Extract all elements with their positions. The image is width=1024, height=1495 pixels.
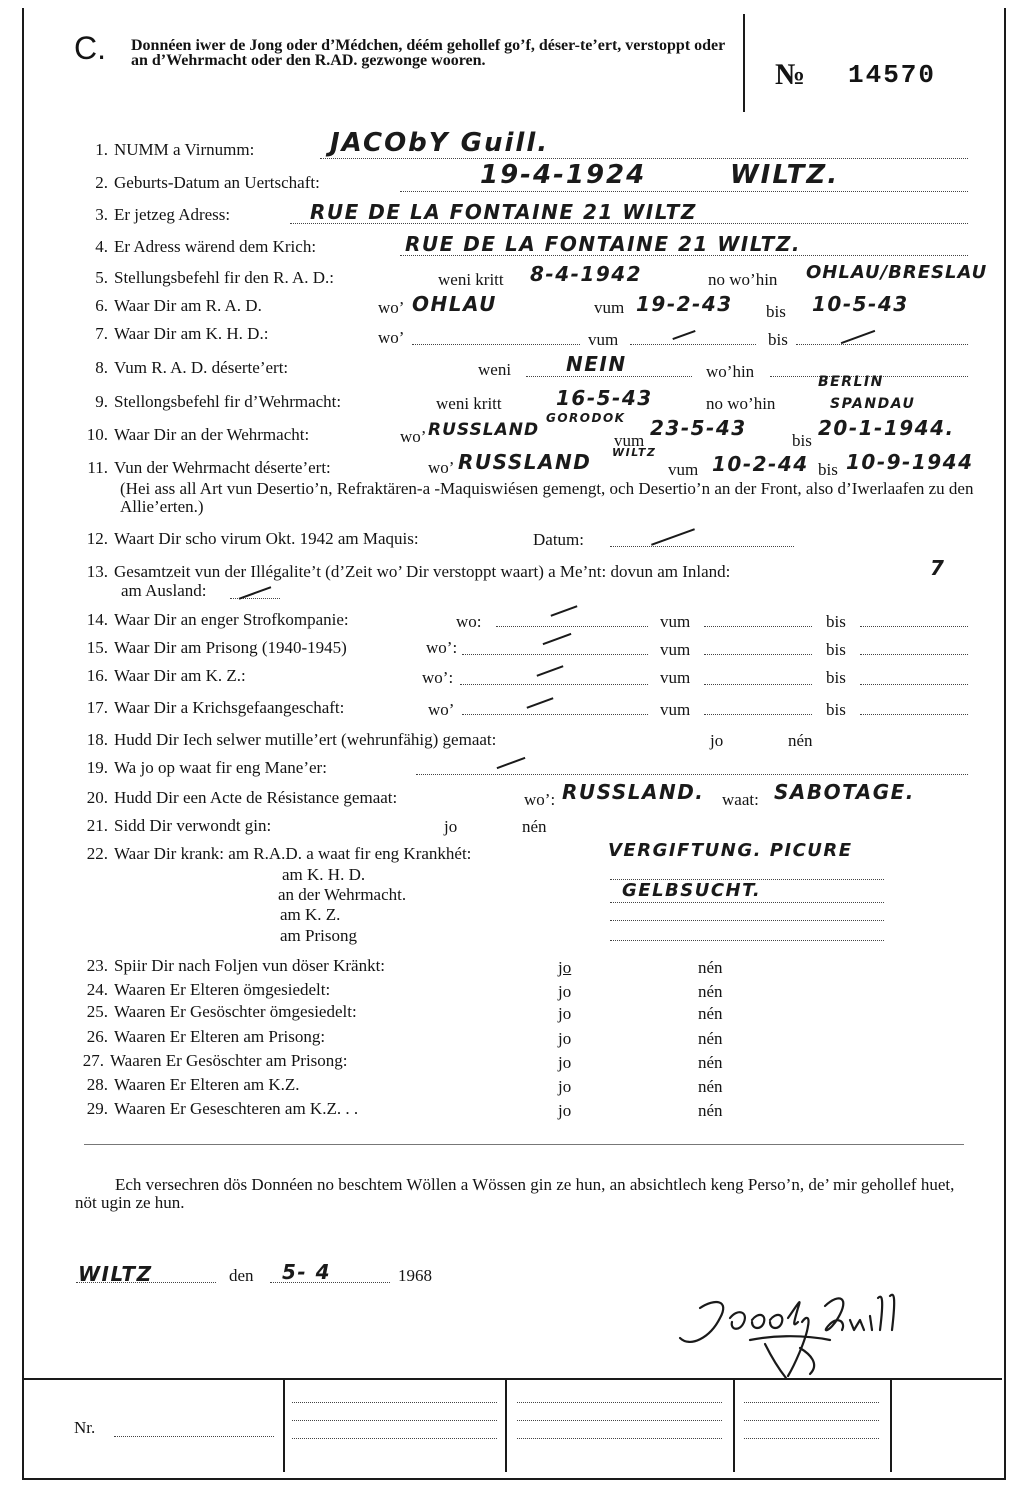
- q10-vum: vum: [614, 431, 645, 450]
- q7-bis: bis: [768, 330, 788, 349]
- question-20: 20. Hudd Dir een Acte de Résistance gemaat:: [86, 788, 398, 807]
- question-12: 12. Waart Dir scho virum Okt. 1942 am Maquis:: [86, 529, 419, 548]
- answer-inland-months: 7: [930, 556, 946, 580]
- q17-bis: bis: [826, 700, 846, 719]
- q8-wohin: wo’hin: [706, 362, 755, 381]
- q28-jo: jo: [558, 1077, 572, 1096]
- q17-wo: wo’: [428, 700, 455, 719]
- question-25: 25. Waaren Er Gesöschter ömgesiedelt:: [86, 1002, 357, 1021]
- answer-illness-wehrmacht: GELBSUCHT.: [622, 880, 762, 901]
- q20-waat: waat:: [722, 790, 759, 809]
- q29-jo: jo: [558, 1101, 572, 1120]
- question-18: 18. Hudd Dir Iech selwer mutille’ert (wehrunfähig) gemaat:: [86, 730, 497, 749]
- q6-wo: wo’: [378, 298, 405, 317]
- answer-birth-date: 19-4-1924: [480, 160, 647, 190]
- q14-vum: vum: [660, 612, 691, 631]
- answer-wehrmacht-subplace: GORODOK: [546, 411, 626, 425]
- q9-weni-kritt: weni kritt: [436, 394, 502, 413]
- q25-jo: jo: [558, 1004, 572, 1023]
- nr-label: Nr.: [74, 1418, 96, 1437]
- q20-wo: wo’:: [524, 790, 556, 809]
- q22-khd: am K. H. D.: [282, 865, 366, 884]
- question-8: 8. Vum R. A. D. déserte’ert:: [95, 358, 289, 377]
- q22-prisong: am Prisong: [280, 926, 357, 945]
- q23-jo: jo: [558, 958, 572, 977]
- q21-nen: nén: [522, 817, 547, 836]
- answer-rad-desertion: NEIN: [566, 352, 627, 376]
- question-10: 10. Waar Dir an der Wehrmacht:: [86, 425, 310, 444]
- answer-resistance-where: RUSSLAND.: [562, 780, 705, 804]
- q14-wo: wo:: [456, 612, 482, 631]
- q16-wo: wo’:: [422, 668, 454, 687]
- q28-nen: nén: [698, 1077, 723, 1096]
- form-title: Donnéen iwer de Jong oder d’Médchen, déém gehollef go’f, déser-te’ert, verstoppt oder an d’Wehrmacht oder den R.AD. gezwonge wooren.: [131, 37, 725, 69]
- q11-note: (Hei ass all Art vun Desertio’n, Refraktären-a -Maquiswiésen gemengt, och Desertio’n an der Front, also d’Iwerlaafen zu den Allie’erten.): [120, 479, 974, 516]
- q5-no-wohin: no wo’hin: [708, 270, 778, 289]
- q22-kz: am K. Z.: [280, 905, 341, 924]
- registry-table: [22, 1378, 1002, 1472]
- answer-wehrmacht-order-place-2: SPANDAU: [830, 396, 916, 412]
- question-28: 28. Waaren Er Elteren am K.Z.: [86, 1075, 300, 1094]
- section-letter: C.: [74, 30, 106, 66]
- question-6: 6. Waar Dir am R. A. D.: [95, 296, 262, 315]
- q7-vum: vum: [588, 330, 619, 349]
- answer-desertion-from: 10-2-44: [712, 452, 809, 476]
- question-5: 5. Stellungsbefehl fir den R. A. D.:: [95, 268, 335, 287]
- q14-bis: bis: [826, 612, 846, 631]
- question-7: 7. Waar Dir am K. H. D.:: [95, 324, 269, 343]
- answer-rad-order-place: OHLAU/BRESLAU: [806, 262, 988, 283]
- question-23: 23. Spiir Dir nach Foljen vun döser Kränkt:: [86, 956, 386, 975]
- question-14: 14. Waar Dir an enger Strofkompanie:: [86, 610, 349, 629]
- q11-bis: bis: [818, 460, 838, 479]
- answer-birth-place: WILTZ.: [730, 160, 840, 190]
- q11-wo: wo’: [428, 458, 455, 477]
- footer-date: 5- 4: [282, 1260, 332, 1284]
- q24-nen: nén: [698, 982, 723, 1001]
- question-3: 3. Er jetzeg Adress:: [95, 205, 231, 224]
- q18-jo: jo: [710, 731, 724, 750]
- answer-wehrmacht-order-date: 16-5-43: [556, 386, 653, 410]
- q12-datum: Datum:: [533, 530, 584, 549]
- question-2: 2. Geburts-Datum an Uertschaft:: [95, 173, 320, 192]
- q17-vum: vum: [660, 700, 691, 719]
- question-22: 22. Waar Dir krank: am R.A.D. a waat fir eng Krankhét:: [86, 844, 472, 863]
- answer-desertion-subplace: WILTZ: [612, 446, 657, 459]
- q15-bis: bis: [826, 640, 846, 659]
- number-label: №: [775, 58, 806, 91]
- q7-wo: wo’: [378, 328, 405, 347]
- q27-nen: nén: [698, 1053, 723, 1072]
- q26-nen: nén: [698, 1029, 723, 1048]
- answer-war-address: RUE DE LA FONTAINE 21 WILTZ.: [405, 232, 801, 256]
- answer-wehrmacht-from: 23-5-43: [650, 416, 747, 440]
- q13-ausland: am Ausland:: [121, 581, 207, 600]
- footer-place: WILTZ: [78, 1262, 153, 1286]
- question-29: 29. Waaren Er Geseschteren am K.Z. . .: [86, 1099, 359, 1118]
- q15-wo: wo’:: [426, 638, 458, 657]
- q21-jo: jo: [444, 817, 458, 836]
- question-11: 11. Vun der Wehrmacht déserte’ert:: [87, 458, 331, 477]
- q11-vum: vum: [668, 460, 699, 479]
- q9-no-wohin: no wo’hin: [706, 394, 776, 413]
- q25-nen: nén: [698, 1004, 723, 1023]
- question-17: 17. Waar Dir a Krichsgefaangeschaft:: [86, 698, 345, 717]
- separator-rule: [84, 1144, 964, 1145]
- q24-jo: jo: [558, 982, 572, 1001]
- question-9: 9. Stellongsbefehl fir d’Wehrmacht:: [95, 392, 342, 411]
- q16-bis: bis: [826, 668, 846, 687]
- answer-desertion-to: 10-9-1944: [846, 450, 974, 474]
- question-15: 15. Waar Dir am Prisong (1940-1945): [86, 638, 347, 657]
- answer-rad-order-date: 8-4-1942: [530, 262, 643, 286]
- answer-rad-where: OHLAU: [412, 292, 497, 316]
- q10-wo: wo’: [400, 427, 427, 446]
- q8-weni: weni: [478, 360, 512, 379]
- question-21: 21. Sidd Dir verwondt gin:: [86, 816, 272, 835]
- question-26: 26. Waaren Er Elteren am Prisong:: [86, 1027, 326, 1046]
- signature: [660, 1278, 920, 1388]
- answer-current-address: RUE DE LA FONTAINE 21 WILTZ: [310, 200, 697, 224]
- question-13: 13. Gesamtzeit vun der Illégalite’t (d’Zeit wo’ Dir verstoppt waart) a Me’nt: dovun am Inland:: [86, 562, 731, 581]
- q26-jo: jo: [558, 1029, 572, 1048]
- question-19: 19. Wa jo op waat fir eng Mane’er:: [86, 758, 327, 777]
- q29-nen: nén: [698, 1101, 723, 1120]
- answer-rad-from: 19-2-43: [636, 292, 733, 316]
- answer-wehrmacht-to: 20-1-1944.: [818, 416, 955, 440]
- answer-illness-rad: VERGIFTUNG. PICURE: [608, 840, 853, 861]
- answer-resistance-what: SABOTAGE.: [774, 780, 915, 804]
- svg-text:Jacoby Guill: Jacoby Guill: [660, 1278, 666, 1279]
- q16-vum: vum: [660, 668, 691, 687]
- q5-weni-kritt: weni kritt: [438, 270, 504, 289]
- answer-wehrmacht-order-place-1: BERLIN: [818, 374, 884, 390]
- den-label: den: [229, 1266, 254, 1285]
- answer-name: JACObY Guill.: [330, 128, 550, 158]
- q18-nen: nén: [788, 731, 813, 750]
- q10-bis: bis: [792, 431, 812, 450]
- form-number: 14570: [848, 60, 937, 90]
- question-27: 27. Waaren Er Gesöschter am Prisong:: [82, 1051, 348, 1070]
- question-1: 1. NUMM a Virnumm:: [95, 140, 255, 159]
- footer-year: 1968: [398, 1266, 432, 1285]
- question-16: 16. Waar Dir am K. Z.:: [86, 666, 246, 685]
- question-24: 24. Waaren Er Elteren ömgesiedelt:: [86, 980, 331, 999]
- q6-bis: bis: [766, 302, 786, 321]
- q23-nen: nén: [698, 958, 723, 977]
- header-divider: [743, 14, 745, 112]
- q22-wehrmacht: an der Wehrmacht.: [278, 885, 407, 904]
- answer-rad-to: 10-5-43: [812, 292, 909, 316]
- q6-vum: vum: [594, 298, 625, 317]
- answer-wehrmacht-where: RUSSLAND: [428, 420, 540, 440]
- question-4: 4. Er Adress wärend dem Krich:: [95, 237, 317, 256]
- q27-jo: jo: [558, 1053, 572, 1072]
- q15-vum: vum: [660, 640, 691, 659]
- answer-desertion-where: RUSSLAND: [458, 450, 592, 474]
- declaration-text: Ech versechren dös Donnéen no beschtem Wöllen a Wössen gin ze hun, an absichtlech keng Perso’n, de’ mir gehollef huet, nöt ugin ze hun.: [75, 1175, 955, 1212]
